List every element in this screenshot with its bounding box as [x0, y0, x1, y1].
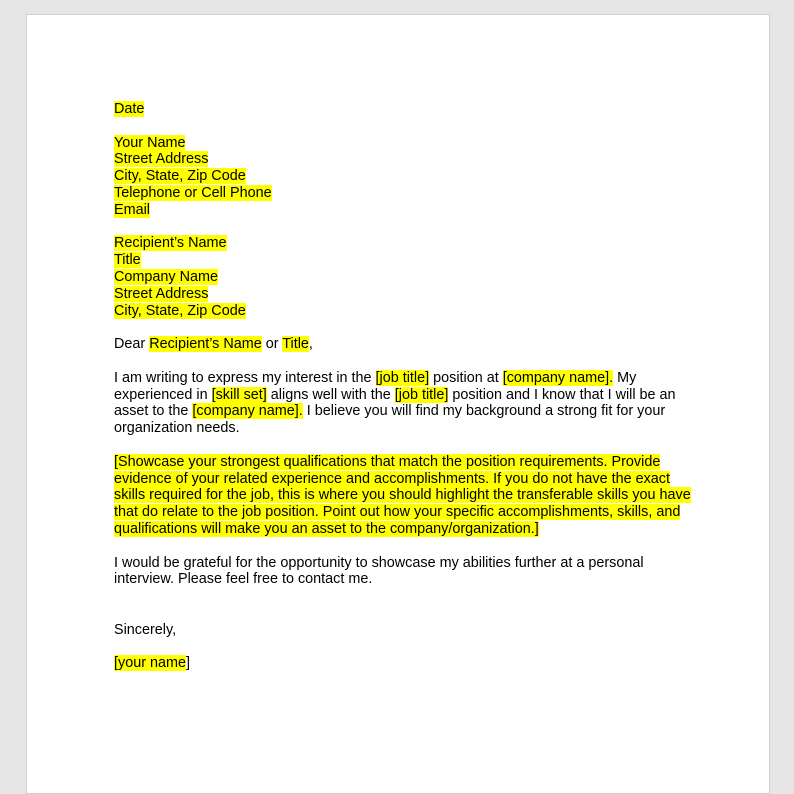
- sender-email: Email: [114, 201, 150, 218]
- recipient-title: Title: [114, 252, 141, 269]
- spacer: [114, 639, 694, 656]
- salutation-title: Title: [282, 336, 309, 353]
- sender-name: Your Name: [114, 134, 186, 151]
- spacer: [114, 118, 694, 135]
- paragraph-text: position at: [429, 369, 503, 386]
- paragraph-text: My experienced in: [114, 369, 637, 403]
- company-name-placeholder: [company name].: [502, 369, 614, 386]
- paragraph-text: I am writing to express my interest in the: [114, 369, 376, 386]
- document-page: [26, 14, 770, 794]
- spacer: [114, 353, 694, 370]
- letter-body: [114, 101, 694, 672]
- salutation: [114, 336, 694, 353]
- salutation-or: or: [261, 336, 283, 353]
- spacer: [114, 319, 694, 336]
- paragraph-text: aligns well with the: [266, 386, 395, 403]
- recipient-street: Street Address: [114, 285, 209, 302]
- spacer: [114, 588, 694, 622]
- spacer: [114, 538, 694, 555]
- paragraph-qualifications: [114, 454, 694, 538]
- spacer: [114, 219, 694, 236]
- salutation-prefix: Dear: [114, 336, 150, 353]
- sender-street: Street Address: [114, 151, 209, 168]
- recipient-name: Recipient’s Name: [114, 235, 227, 252]
- signature: [114, 655, 694, 672]
- spacer: [114, 437, 694, 454]
- salutation-suffix: ,: [308, 336, 313, 353]
- recipient-city-state-zip: City, State, Zip Code: [114, 302, 246, 319]
- paragraph-closing-request: I would be grateful for the opportunity to showcase my abilities further at a personal interview. Please feel free to contact me.: [114, 554, 644, 588]
- job-title-placeholder: [job title]: [375, 369, 430, 386]
- signature-name-placeholder: [your name: [114, 655, 186, 672]
- sender-phone: Telephone or Cell Phone: [114, 184, 272, 201]
- company-name-placeholder: [company name].: [192, 403, 303, 420]
- date-placeholder: Date: [114, 101, 145, 117]
- closing: Sincerely,: [114, 621, 177, 638]
- salutation-name: Recipient’s Name: [149, 336, 262, 353]
- qualifications-placeholder: [Showcase your strongest qualifications that match the position requirements. Provide evidence of your related experience and accomplishments. If you do not have the exact skills required for the job, this is where you should highlight the transferable skills you have that do relate to the job position. Point out how your specific accomplishments, skills, and qualifications will make you an asset to the company/organization.]: [114, 453, 691, 537]
- recipient-block: [114, 235, 694, 319]
- signature-bracket: ]: [186, 655, 190, 672]
- job-title-placeholder: [job title]: [394, 386, 449, 403]
- date-line: [114, 101, 694, 118]
- paragraph-text: I believe you will find my background a strong fit for your organization needs.: [114, 403, 666, 437]
- recipient-company: Company Name: [114, 268, 218, 285]
- paragraph-text: position and I know that I will be an asset to the: [114, 386, 676, 420]
- paragraph-interest: [114, 370, 694, 437]
- skill-set-placeholder: [skill set]: [211, 386, 267, 403]
- sender-city-state-zip: City, State, Zip Code: [114, 168, 246, 185]
- sender-block: [114, 135, 694, 219]
